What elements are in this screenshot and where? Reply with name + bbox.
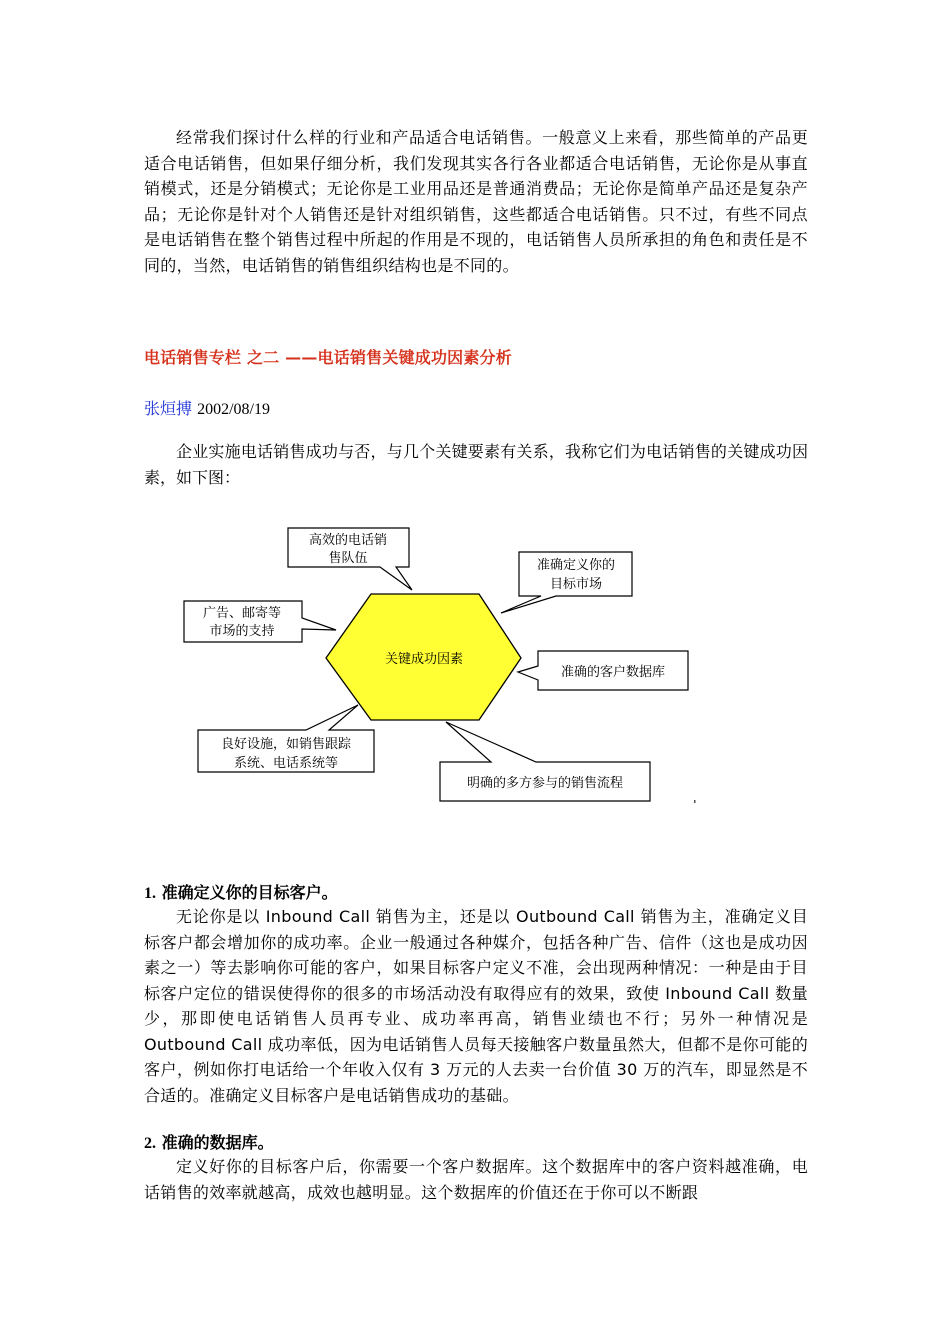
intro-paragraph: 经常我们探讨什么样的行业和产品适合电话销售。一般意义上来看，那些简单的产品更适合电话销售，但如果仔细分析，我们发现其实各行各业都适合电话销售，无论你是从事直销模式，还是分销模式；无论你是工业用品还是普通消费品；无论你是简单产品还是复杂产品；无论你是针对个人销售还是针对组织销售，这些都适合电话销售。只不过，有些不同点是电话销售在整个销售过程中所起的作用是不现的，电话销售人员所承担的角色和责任是不同的，当然，电话销售的销售组织结构也是不同的。 (144, 128, 808, 275)
callout-team (288, 528, 412, 590)
section-2-body: 定义好你的目标客户后，你需要一个客户数据库。这个数据库中的客户资料越准确，电话销售的效率就越高，成效也越明显。这个数据库的价值还在于你可以不断跟 (144, 1157, 808, 1202)
database-line-1: 准确的客户数据库 (560, 665, 666, 680)
facilities-line-1: 良好设施，如销售跟踪 (220, 737, 352, 752)
ads-line-1: 广告、邮寄等 (202, 606, 282, 621)
section-2-number: 2. (144, 1135, 156, 1152)
process-line-1: 明确的多方参与的销售流程 (466, 776, 624, 791)
callout-process (440, 722, 650, 801)
section-2-heading (144, 1130, 274, 1153)
target-line-2: 目标市场 (549, 577, 603, 592)
author-name: 张烜搏 (144, 399, 193, 418)
success-factors-diagram (176, 522, 701, 812)
section-1-body: 无论你是以 Inbound Call 销售为主，还是以 Outbound Call 销售为主，准确定义目标客户都会增加你的成功率。企业一般通过各种媒介，包括各种广告、信件（这也是成功因素之一）等去影响你可能的客户，如果目标客户定义不准，会出现两种情况：一种是由于目标客户定位的错误使得你的很多的市场活动没有取得应有的效果，致使 Inbound Call 数量少，那即使电话销售人员再专业、成功率再高，销售业绩也不行；另外一种情况是 Outbound Call 成功率低，因为电话销售人员每天接触客户数量虽然大，但都不是你可能的客户，例如你打电话给一个年收入仅有 3 万元的人去卖一台价值 30 万的汽车，即显然是不合适的。准确定义目标客户是电话销售成功的基础。 (144, 907, 808, 1105)
section-title: 电话销售专栏 之二 ——电话销售关键成功因素分析 (144, 348, 512, 367)
ads-line-2: 市场的支持 (209, 624, 275, 639)
callout-database (518, 651, 688, 690)
section-1-heading-text: 准确定义你的目标客户。 (161, 883, 338, 902)
section-1-heading (144, 880, 338, 903)
section-1-number: 1. (144, 885, 156, 902)
callout-target (501, 552, 632, 613)
target-line-1: 准确定义你的 (536, 558, 616, 573)
stray-mark (694, 800, 696, 803)
facilities-line-2: 系统、电话系统等 (233, 756, 339, 771)
byline (144, 396, 270, 419)
team-line-2: 售队伍 (328, 551, 368, 566)
center-label: 关键成功因素 (384, 652, 464, 667)
publish-date: 2002/08/19 (197, 401, 270, 418)
team-line-1: 高效的电话销 (308, 533, 388, 548)
lead-paragraph: 企业实施电话销售成功与否，与几个关键要素有关系，我称它们为电话销售的关键成功因素，如下图： (144, 442, 808, 487)
callout-facilities (198, 705, 374, 772)
section-2-heading-text: 准确的数据库。 (161, 1133, 274, 1152)
callout-ads (184, 601, 336, 642)
